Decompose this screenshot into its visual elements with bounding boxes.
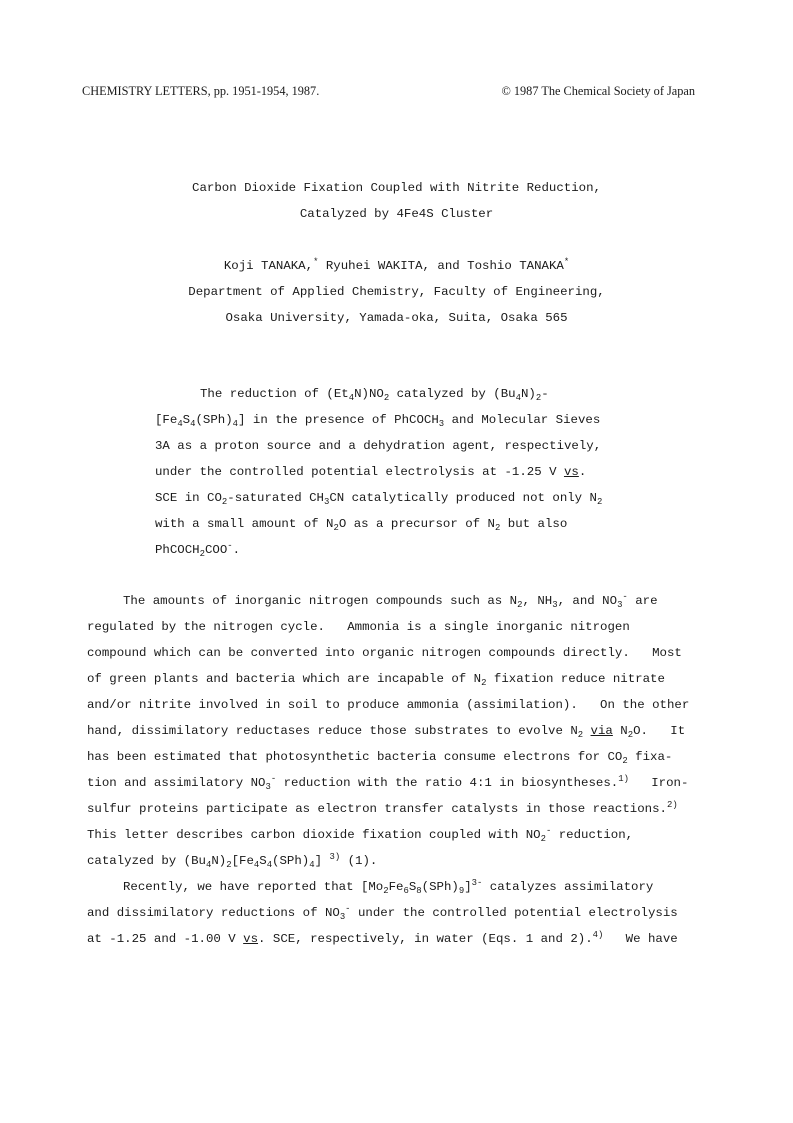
title-line-2: Catalyzed by 4Fe4S Cluster bbox=[299, 207, 494, 221]
body-line: regulated by the nitrogen cycle. Ammonia is a single inorganic nitrogen bbox=[87, 620, 630, 634]
body-line: Recently, we have reported that $[Mo_2Fe_6S_8(SPh)_9]^{3-}$ catalyzes assimilatory bbox=[123, 878, 654, 897]
title-line-1: Carbon Dioxide Fixation Coupled with Nitrite Reduction, bbox=[192, 181, 601, 195]
abstract-line: under the controlled potential electrolysis at -1.25 V vs. bbox=[155, 465, 587, 479]
abstract-line: with a small amount of $N_2O$ as a precursor of $N_2$ but also bbox=[155, 517, 568, 534]
body-line: This letter describes carbon dioxide fixation coupled with $NO_2^-$ reduction, bbox=[87, 826, 634, 845]
body-line: and/or nitrite involved in soil to produce ammonia (assimilation). On the other bbox=[87, 698, 690, 712]
abstract-line: PhCOCH$_2$COO-. bbox=[155, 541, 241, 560]
copyright-notice: © 1987 The Chemical Society of Japan bbox=[501, 84, 695, 98]
body-line: tion and assimilatory $NO_3^-$ reduction with the ratio 4:1 in biosyntheses.$^{1)}$ Iron- bbox=[87, 774, 689, 793]
author-1: Koji TANAKA, bbox=[223, 259, 314, 273]
body-line: has been estimated that photosynthetic bacteria consume electrons for $CO_2$ fixa- bbox=[87, 750, 673, 767]
body-line: hand, dissimilatory reductases reduce those substrates to evolve $N_2$ via $N_2O$. It bbox=[87, 724, 686, 741]
body-line: at -1.25 and -1.00 V vs. SCE, respectively, in water (Eqs. 1 and 2).$^{4)}$ We have bbox=[87, 930, 678, 946]
journal-citation: CHEMISTRY LETTERS, pp. 1951-1954, 1987. bbox=[82, 84, 320, 98]
abstract-line: SCE in $CO_2$-saturated $CH_3CN$ catalytically produced not only $N_2$ bbox=[155, 491, 603, 508]
body-line: catalyzed by $(Bu_4N)_2[Fe_4S_4(SPh)_4]$ $^{3)}$ (1). bbox=[87, 852, 378, 871]
abstract-line: 3A as a proton source and a dehydration agent, respectively, bbox=[155, 439, 602, 453]
abstract-line: $[Fe_4S_4(SPh)_4]$ in the presence of PhCOCH$_3$ and Molecular Sieves bbox=[155, 413, 601, 430]
body-line: compound which can be converted into organic nitrogen compounds directly. Most bbox=[87, 646, 682, 660]
author-2: Ryuhei WAKITA, bbox=[325, 259, 430, 273]
body-line: sulfur proteins participate as electron transfer catalysts in those reactions.$^{2)}$ bbox=[87, 800, 678, 816]
author-3: and Toshio TANAKA bbox=[437, 259, 564, 273]
body-line: of green plants and bacteria which are incapable of $N_2$ fixation reduce nitrate bbox=[87, 672, 665, 689]
affiliation-line-1: Department of Applied Chemistry, Faculty of Engineering, bbox=[188, 285, 605, 299]
body-line: and dissimilatory reductions of $NO_3^-$ under the controlled potential electrolysis bbox=[87, 904, 678, 923]
body-line: The amounts of inorganic nitrogen compounds such as $N_2$, $NH_3$, and $NO_3^-$ are bbox=[123, 592, 658, 611]
abstract-line: The reduction of $(Et_4N)NO_2$ catalyzed by $(Bu_4N)_2-$ bbox=[200, 387, 549, 404]
affiliation-line-2: Osaka University, Yamada-oka, Suita, Osaka 565 bbox=[225, 311, 568, 325]
author-list: Koji TANAKA,* Ryuhei WAKITA, and Toshio TANAKA* bbox=[223, 257, 570, 273]
